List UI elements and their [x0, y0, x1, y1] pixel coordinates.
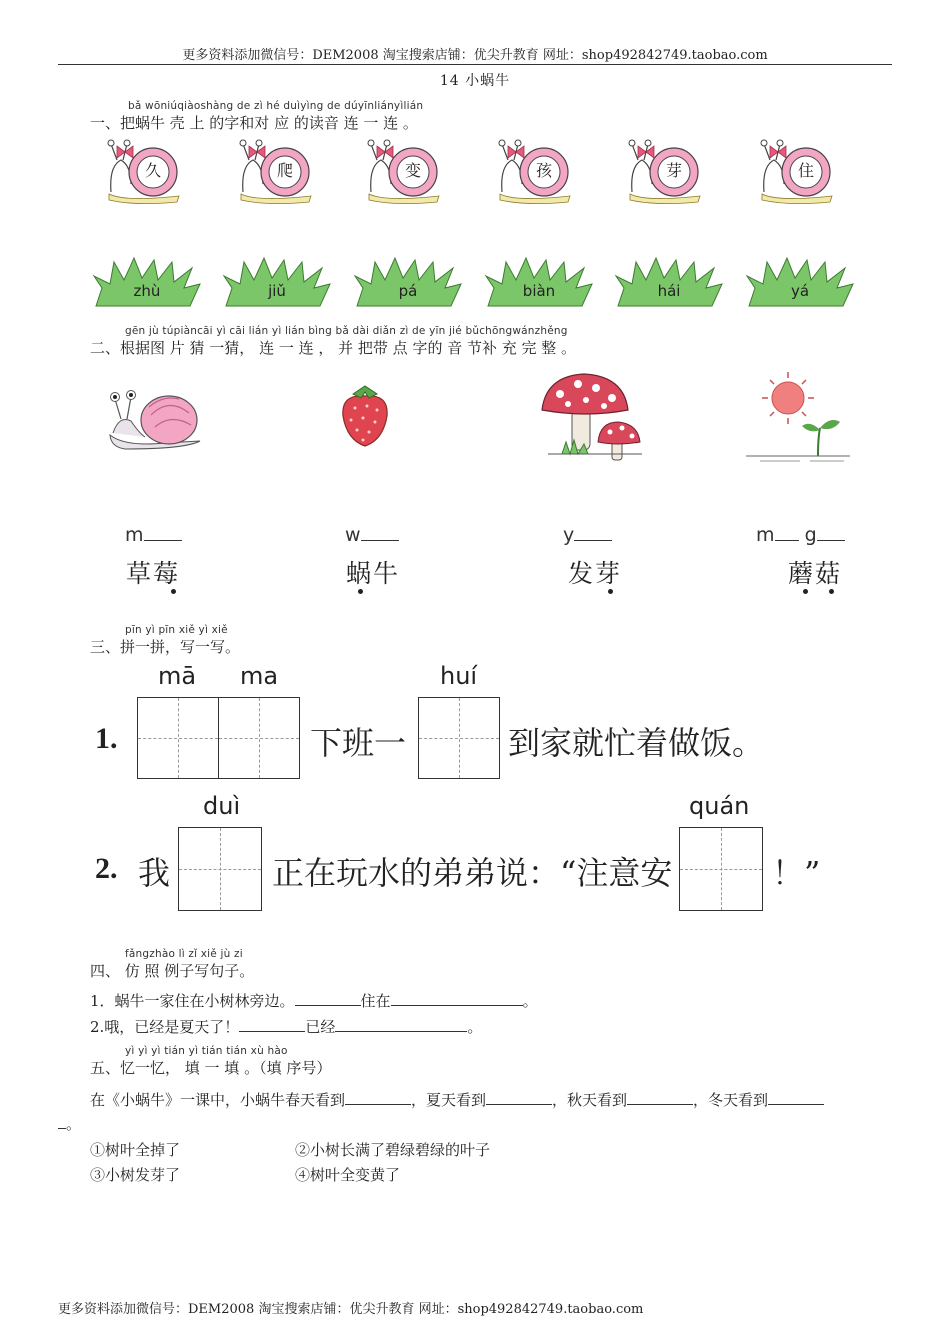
page-footer: 更多资料添加微信号：DEM2008 淘宝搜索店铺：优尖升教育 网址：shop492842749.taobao.com	[58, 1302, 644, 1317]
s4-line1: 1．蜗牛一家住在小树林旁边。 住在 。	[90, 992, 538, 1010]
grass-pinyin-card[interactable]	[745, 254, 855, 309]
word-strawberry: 草莓	[126, 559, 181, 588]
answer-blank[interactable]	[345, 1089, 411, 1105]
tianzige-box[interactable]	[418, 697, 500, 779]
s4-pinyin: fǎngzhào lì zǐ xiě jù zi	[125, 948, 243, 960]
s2-heading: 二、根据图 片 猜 一猜， 连 一 连 ， 并 把带 点 字的 音 节补 充 完 整 。	[90, 339, 577, 357]
tianzige-box[interactable]	[218, 697, 300, 779]
snail-char: 孩	[535, 161, 552, 180]
grass-pinyin: hái	[657, 282, 681, 300]
snail-char: 爬	[276, 161, 293, 180]
snail-char: 变	[404, 161, 421, 180]
option-2: ②小树长满了碧绿碧绿的叶子	[295, 1141, 491, 1159]
answer-blank[interactable]	[486, 1089, 552, 1105]
page-header: 更多资料添加微信号：DEM2008 淘宝搜索店铺：优尖升教育 网址：shop492842749.taobao.com	[182, 48, 768, 63]
pinyin-hui: huí	[440, 662, 478, 690]
snail-char: 住	[797, 161, 814, 180]
s3-pinyin: pīn yì pīn xiě yì xiě	[125, 624, 228, 636]
grass-pinyin-card[interactable]	[92, 254, 202, 309]
word-sprout: 发芽	[568, 559, 623, 588]
row1-number: 1.	[95, 722, 118, 755]
blank-snail[interactable]: w	[345, 522, 399, 546]
emphasis-dot	[358, 589, 363, 594]
tianzige-box[interactable]	[679, 827, 763, 911]
row1-middle-text: 下班一	[310, 724, 407, 762]
snail-char-card[interactable]	[237, 136, 317, 206]
s5-pinyin: yì yì yì tián yì tián tián xù hào	[125, 1045, 288, 1057]
blank-sprout[interactable]: y	[563, 522, 612, 546]
grass-pinyin: pá	[398, 282, 418, 300]
grass-pinyin-card[interactable]	[614, 254, 724, 309]
answer-blank[interactable]	[391, 990, 523, 1006]
tianzige-box[interactable]	[137, 697, 219, 779]
row2-start-text: 我	[138, 854, 171, 892]
pinyin-quan: quán	[689, 792, 750, 820]
grass-pinyin: zhù	[133, 282, 161, 300]
option-1: ①树叶全掉了	[90, 1141, 181, 1159]
s4-line2: 2.哦，已经是夏天了！ 已经 。	[90, 1018, 483, 1036]
snail-char-card[interactable]	[496, 136, 576, 206]
emphasis-dot	[608, 589, 613, 594]
lesson-title: 14 小蜗牛	[439, 73, 511, 89]
tianzige-box[interactable]	[178, 827, 262, 911]
mushroom-picture	[538, 370, 648, 470]
s5-question: 在《小蜗牛》一课中，小蜗牛春天看到 ，夏天看到 ，秋天看到 ，冬天看到	[90, 1089, 824, 1110]
snail-char-card[interactable]	[758, 136, 838, 206]
word-mushroom: 蘑菇	[788, 559, 843, 588]
answer-blank[interactable]	[295, 990, 361, 1006]
row2-middle-text: 正在玩水的弟弟说：“注意安	[272, 854, 673, 892]
grass-pinyin-card[interactable]	[222, 254, 332, 309]
snail-char: 久	[144, 161, 161, 180]
s5-question-end: 。	[58, 1113, 81, 1134]
emphasis-dot	[829, 589, 834, 594]
s1-heading: 一、把蜗牛 壳 上 的字和对 应 的读音 连 一 连 。	[90, 114, 418, 132]
answer-blank[interactable]	[239, 1016, 305, 1032]
row2-end-text: ！”	[772, 854, 821, 892]
snail-char: 芽	[665, 161, 682, 180]
s3-heading: 三、拼一拼，写一写。	[90, 638, 241, 656]
sun-sprout-picture	[740, 368, 855, 468]
row1-end-text: 到家就忙着做饭。	[508, 724, 765, 762]
s2-pinyin: gēn jù túpiàncāi yì cāi lián yì lián bìng bǎ dài diǎn zì de yīn jié bǔchōngwánzhěng	[125, 325, 568, 337]
grass-pinyin-card[interactable]	[484, 254, 594, 309]
grass-pinyin: yá	[790, 282, 810, 300]
snail-char-card[interactable]	[365, 136, 445, 206]
pinyin-ma: ma	[240, 662, 279, 690]
answer-blank[interactable]	[627, 1089, 693, 1105]
pinyin-ma1: mā	[158, 662, 197, 690]
grass-pinyin: jiǔ	[268, 282, 286, 300]
word-snail: 蜗牛	[346, 559, 401, 588]
row2-number: 2.	[95, 852, 118, 885]
option-3: ③小树发芽了	[90, 1166, 181, 1184]
answer-blank[interactable]	[335, 1016, 467, 1032]
emphasis-dot	[803, 589, 808, 594]
pinyin-dui: duì	[203, 792, 241, 820]
strawberry-picture	[335, 382, 395, 450]
s5-heading: 五、忆一忆， 填 一 填 。（填 序号）	[90, 1059, 332, 1077]
answer-blank[interactable]	[768, 1089, 824, 1105]
option-4: ④树叶全变黄了	[295, 1166, 401, 1184]
blank-strawberry[interactable]: m	[125, 522, 182, 546]
blank-mushroom[interactable]: m g	[756, 522, 845, 546]
snail-char-card[interactable]	[626, 136, 706, 206]
grass-pinyin: biàn	[522, 282, 556, 300]
s4-heading: 四、 仿 照 例子写句子。	[90, 962, 255, 980]
s1-pinyin: bǎ wōniúqiàoshàng de zì hé duìyìng de dúyīnliányìlián	[128, 100, 424, 112]
emphasis-dot	[171, 589, 176, 594]
snail-char-card[interactable]	[105, 136, 185, 206]
snail-picture	[105, 385, 205, 455]
header-rule	[58, 64, 892, 65]
grass-pinyin-card[interactable]	[353, 254, 463, 309]
